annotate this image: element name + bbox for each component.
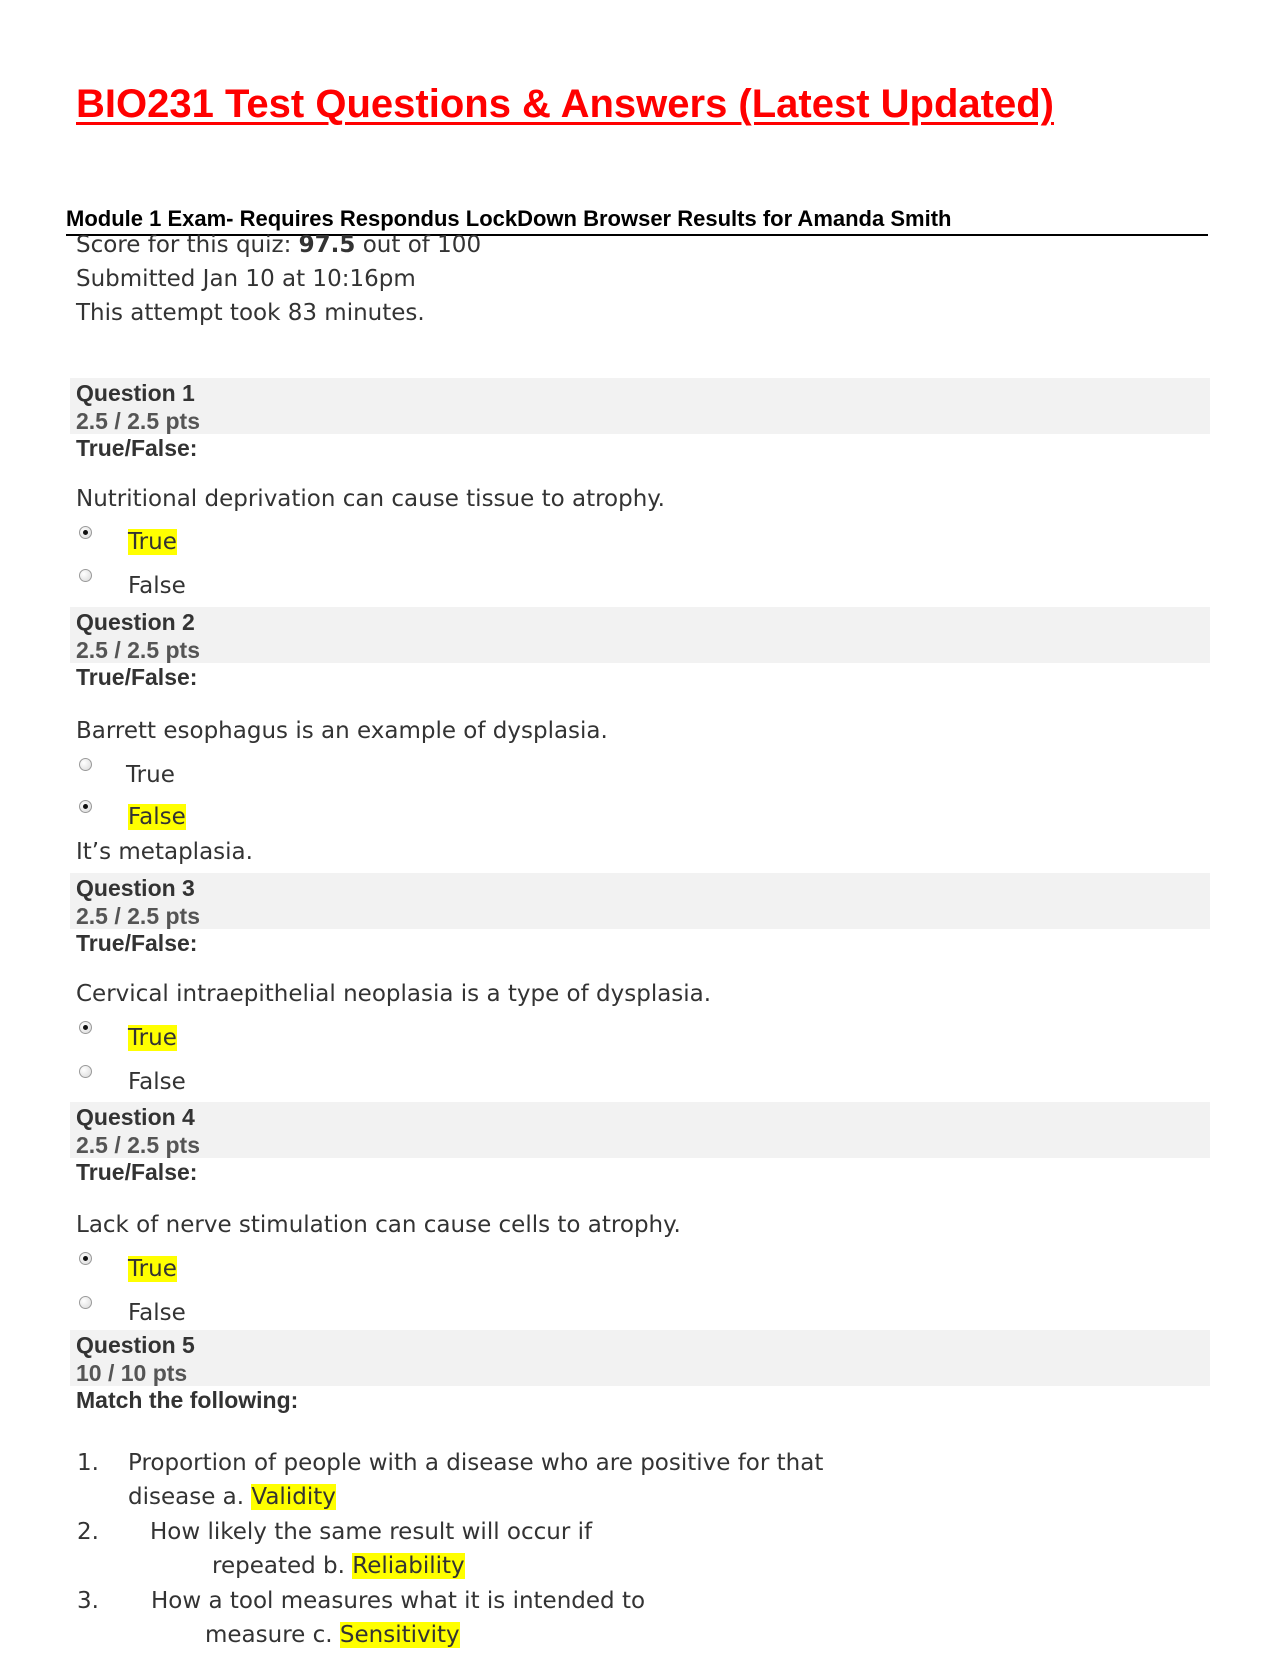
radio-selected-icon[interactable] (79, 800, 92, 813)
radio-selected-icon[interactable] (79, 526, 92, 539)
question-header-band (70, 873, 1210, 929)
option-label: True (128, 1256, 177, 1282)
radio-unselected-icon[interactable] (79, 1296, 92, 1309)
match-number: 2. (77, 1519, 99, 1545)
match-prompt: How a tool measures what it is intended to (151, 1588, 646, 1614)
match-answer: Reliability (352, 1553, 465, 1579)
question-type: Match the following: (76, 1387, 299, 1413)
score-prefix: Score for this quiz: (76, 232, 299, 258)
document-title: BIO231 Test Questions & Answers (Latest Updated) (76, 82, 1054, 126)
question-points: 10 / 10 pts (76, 1360, 188, 1386)
question-points: 2.5 / 2.5 pts (76, 408, 201, 434)
option-label: True (126, 762, 175, 788)
match-answer-line: disease a. Validity (128, 1484, 336, 1510)
option-label: False (128, 1300, 186, 1326)
question-title: Question 3 (76, 875, 195, 901)
question-header-band (70, 1330, 1210, 1386)
question-type: True/False: (76, 435, 198, 461)
question-title: Question 4 (76, 1104, 195, 1130)
match-answer-line: repeated b. Reliability (212, 1553, 465, 1579)
module-heading: Module 1 Exam- Requires Respondus LockDown Browser Results for Amanda Smith (66, 206, 952, 231)
question-header-band (70, 378, 1210, 434)
match-prompt: How likely the same result will occur if (150, 1519, 593, 1545)
radio-unselected-icon[interactable] (79, 1065, 92, 1078)
question-points: 2.5 / 2.5 pts (76, 1132, 201, 1158)
question-title: Question 1 (76, 380, 195, 406)
question-type: True/False: (76, 1159, 198, 1185)
option-label: False (128, 1069, 186, 1095)
question-title: Question 2 (76, 609, 195, 635)
question-title: Question 5 (76, 1332, 195, 1358)
option-label: False (128, 573, 186, 599)
match-number: 3. (77, 1588, 99, 1614)
radio-unselected-icon[interactable] (79, 569, 92, 582)
question-text: Cervical intraepithelial neoplasia is a type of dysplasia. (76, 981, 712, 1007)
submitted-line: Submitted Jan 10 at 10:16pm (76, 266, 416, 292)
question-header-band (70, 1102, 1210, 1158)
attempt-line: This attempt took 83 minutes. (76, 300, 425, 326)
option-label: True (128, 1025, 177, 1051)
question-points: 2.5 / 2.5 pts (76, 637, 201, 663)
score-line (76, 232, 481, 258)
match-prompt: Proportion of people with a disease who are positive for that (128, 1450, 824, 1476)
match-answer: Sensitivity (339, 1622, 460, 1648)
option-label: False (128, 804, 186, 830)
radio-selected-icon[interactable] (79, 1021, 92, 1034)
score-suffix: out of 100 (355, 232, 482, 258)
match-answer: Validity (251, 1484, 336, 1510)
option-label: True (128, 529, 177, 555)
match-number: 1. (77, 1450, 99, 1476)
question-header-band (70, 607, 1210, 663)
radio-unselected-icon[interactable] (79, 758, 92, 771)
question-text: Barrett esophagus is an example of dysplasia. (76, 718, 608, 744)
question-text: Lack of nerve stimulation can cause cells to atrophy. (76, 1212, 681, 1238)
answer-note: It’s metaplasia. (76, 839, 253, 865)
radio-selected-icon[interactable] (79, 1252, 92, 1265)
match-answer-line: measure c. Sensitivity (205, 1622, 460, 1648)
score-value: 97.5 (298, 232, 356, 258)
question-type: True/False: (76, 664, 198, 690)
question-text: Nutritional deprivation can cause tissue to atrophy. (76, 486, 665, 512)
question-points: 2.5 / 2.5 pts (76, 903, 201, 929)
question-type: True/False: (76, 930, 198, 956)
